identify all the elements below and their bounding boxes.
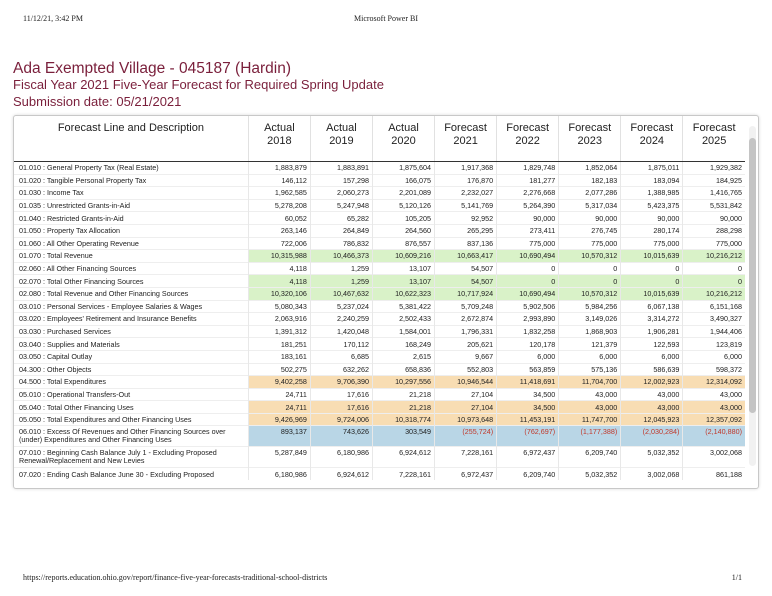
value-cell: 3,002,068 xyxy=(683,447,745,468)
vertical-scrollbar[interactable] xyxy=(749,126,756,466)
row-label: 04.500 : Total Expenditures xyxy=(14,376,248,389)
value-cell: 280,174 xyxy=(621,224,683,237)
value-cell: 632,262 xyxy=(310,363,372,376)
value-cell: 3,149,026 xyxy=(559,313,621,326)
value-cell: 2,502,433 xyxy=(372,313,434,326)
table-row xyxy=(14,338,745,351)
value-cell: 1,929,382 xyxy=(683,162,745,175)
value-cell: 10,015,639 xyxy=(621,250,683,263)
value-cell: 1,868,903 xyxy=(559,325,621,338)
row-label: 07.020 : Ending Cash Balance June 30 - Excluding Proposed xyxy=(14,468,248,480)
column-header[interactable]: Forecast 2021 xyxy=(435,116,497,162)
value-cell: 5,984,256 xyxy=(559,300,621,313)
value-cell: (2,140,880) xyxy=(683,426,745,447)
value-cell: 90,000 xyxy=(497,212,559,225)
value-cell: 1,584,001 xyxy=(372,325,434,338)
value-cell: (255,724) xyxy=(435,426,497,447)
table-row xyxy=(14,447,745,468)
value-cell: 10,216,212 xyxy=(683,287,745,300)
value-cell: 121,379 xyxy=(559,338,621,351)
value-cell: 10,315,988 xyxy=(248,250,310,263)
value-cell: 10,318,774 xyxy=(372,413,434,426)
value-cell: 575,136 xyxy=(559,363,621,376)
value-cell: 10,717,924 xyxy=(435,287,497,300)
value-cell: 6,000 xyxy=(621,350,683,363)
value-cell: 17,616 xyxy=(310,388,372,401)
value-cell: 6,972,437 xyxy=(435,468,497,480)
value-cell: 0 xyxy=(683,275,745,288)
value-cell: 6,000 xyxy=(683,350,745,363)
value-cell: 120,178 xyxy=(497,338,559,351)
value-cell: 775,000 xyxy=(497,237,559,250)
value-cell: 0 xyxy=(683,262,745,275)
value-cell: 10,297,556 xyxy=(372,376,434,389)
value-cell: 1,875,011 xyxy=(621,162,683,175)
value-cell: 1,962,585 xyxy=(248,187,310,200)
value-cell: 2,077,286 xyxy=(559,187,621,200)
row-label: 01.060 : All Other Operating Revenue xyxy=(14,237,248,250)
value-cell: 10,570,312 xyxy=(559,250,621,263)
value-cell: 123,819 xyxy=(683,338,745,351)
column-header[interactable]: Actual 2020 xyxy=(372,116,434,162)
table-row xyxy=(14,300,745,313)
value-cell: 502,275 xyxy=(248,363,310,376)
value-cell: 598,372 xyxy=(683,363,745,376)
value-cell: 34,500 xyxy=(497,388,559,401)
value-cell: 786,832 xyxy=(310,237,372,250)
value-cell: 12,002,923 xyxy=(621,376,683,389)
value-cell: 5,032,352 xyxy=(559,468,621,480)
value-cell: 5,381,422 xyxy=(372,300,434,313)
value-cell: 92,952 xyxy=(435,212,497,225)
table-row xyxy=(14,250,745,263)
value-cell: 10,946,544 xyxy=(435,376,497,389)
value-cell: 9,706,390 xyxy=(310,376,372,389)
row-label: 03.010 : Personal Services - Employee Salaries & Wages xyxy=(14,300,248,313)
forecast-table xyxy=(14,116,745,480)
value-cell: 1,416,765 xyxy=(683,187,745,200)
page-url[interactable]: https://reports.education.ohio.gov/report/finance-five-year-forecasts-traditional-school-districts xyxy=(23,573,328,582)
value-cell: 1,906,281 xyxy=(621,325,683,338)
row-label: 01.050 : Property Tax Allocation xyxy=(14,224,248,237)
row-label: 02.060 : All Other Financing Sources xyxy=(14,262,248,275)
value-cell: 183,094 xyxy=(621,174,683,187)
value-cell: 1,832,258 xyxy=(497,325,559,338)
value-cell: 7,228,161 xyxy=(372,468,434,480)
value-cell: 1,852,064 xyxy=(559,162,621,175)
app-title: Microsoft Power BI xyxy=(354,14,418,23)
value-cell: (762,697) xyxy=(497,426,559,447)
value-cell: 24,711 xyxy=(248,401,310,414)
table-row xyxy=(14,426,745,447)
value-cell: 157,298 xyxy=(310,174,372,187)
value-cell: 5,264,390 xyxy=(497,199,559,212)
column-header-description[interactable]: Forecast Line and Description xyxy=(14,116,248,162)
value-cell: 122,593 xyxy=(621,338,683,351)
value-cell: 43,000 xyxy=(621,388,683,401)
value-cell: 170,112 xyxy=(310,338,372,351)
value-cell: 1,259 xyxy=(310,275,372,288)
value-cell: 264,849 xyxy=(310,224,372,237)
value-cell: 2,276,668 xyxy=(497,187,559,200)
value-cell: 9,402,258 xyxy=(248,376,310,389)
column-header[interactable]: Forecast 2025 xyxy=(683,116,745,162)
value-cell: 1,829,748 xyxy=(497,162,559,175)
value-cell: 2,615 xyxy=(372,350,434,363)
value-cell: 1,917,368 xyxy=(435,162,497,175)
value-cell: 658,836 xyxy=(372,363,434,376)
value-cell: 775,000 xyxy=(621,237,683,250)
report-subtitle: Fiscal Year 2021 Five-Year Forecast for Required Spring Update xyxy=(13,77,384,92)
value-cell: 5,141,769 xyxy=(435,199,497,212)
value-cell: 10,467,632 xyxy=(310,287,372,300)
table-row xyxy=(14,224,745,237)
value-cell: 11,453,191 xyxy=(497,413,559,426)
value-cell: 181,277 xyxy=(497,174,559,187)
value-cell: 10,622,323 xyxy=(372,287,434,300)
table-row xyxy=(14,262,745,275)
value-cell: 0 xyxy=(621,275,683,288)
value-cell: 10,015,639 xyxy=(621,287,683,300)
value-cell: 264,560 xyxy=(372,224,434,237)
value-cell: 1,388,985 xyxy=(621,187,683,200)
value-cell: 586,639 xyxy=(621,363,683,376)
value-cell: 17,616 xyxy=(310,401,372,414)
table-row xyxy=(14,468,745,480)
value-cell: 6,209,740 xyxy=(559,447,621,468)
table-row xyxy=(14,287,745,300)
value-cell: 0 xyxy=(559,275,621,288)
value-cell: 3,002,068 xyxy=(621,468,683,480)
value-cell: 181,251 xyxy=(248,338,310,351)
value-cell: 6,067,138 xyxy=(621,300,683,313)
value-cell: 861,188 xyxy=(683,468,745,480)
value-cell: 1,391,312 xyxy=(248,325,310,338)
value-cell: 168,249 xyxy=(372,338,434,351)
value-cell: 6,000 xyxy=(559,350,621,363)
report-title: Ada Exempted Village - 045187 (Hardin) xyxy=(13,60,292,77)
submission-date: Submission date: 05/21/2021 xyxy=(13,94,182,109)
value-cell: 2,672,874 xyxy=(435,313,497,326)
value-cell: 876,557 xyxy=(372,237,434,250)
table-row xyxy=(14,325,745,338)
row-label: 01.070 : Total Revenue xyxy=(14,250,248,263)
scrollbar-thumb[interactable] xyxy=(749,138,756,413)
value-cell: 10,320,106 xyxy=(248,287,310,300)
value-cell: 5,531,842 xyxy=(683,199,745,212)
row-label: 06.010 : Excess Of Revenues and Other Financing Sources over (under) Expenditures and Other Financing Uses xyxy=(14,426,248,447)
table-row xyxy=(14,350,745,363)
value-cell: 13,107 xyxy=(372,275,434,288)
value-cell: 11,747,700 xyxy=(559,413,621,426)
row-label: 05.010 : Operational Transfers-Out xyxy=(14,388,248,401)
value-cell: 6,972,437 xyxy=(497,447,559,468)
table-body xyxy=(14,162,745,481)
value-cell: 743,626 xyxy=(310,426,372,447)
value-cell: 9,724,006 xyxy=(310,413,372,426)
value-cell: 2,993,890 xyxy=(497,313,559,326)
page-number: 1/1 xyxy=(731,573,742,582)
value-cell: 176,870 xyxy=(435,174,497,187)
value-cell: 1,259 xyxy=(310,262,372,275)
row-label: 01.020 : Tangible Personal Property Tax xyxy=(14,174,248,187)
row-label: 05.040 : Total Other Financing Uses xyxy=(14,401,248,414)
value-cell: 21,218 xyxy=(372,388,434,401)
value-cell: 0 xyxy=(497,275,559,288)
value-cell: 5,237,024 xyxy=(310,300,372,313)
value-cell: 43,000 xyxy=(559,388,621,401)
value-cell: 0 xyxy=(559,262,621,275)
value-cell: 10,570,312 xyxy=(559,287,621,300)
value-cell: 10,216,212 xyxy=(683,250,745,263)
row-label: 04.300 : Other Objects xyxy=(14,363,248,376)
value-cell: 6,924,612 xyxy=(310,468,372,480)
value-cell: 1,420,048 xyxy=(310,325,372,338)
value-cell: 2,240,259 xyxy=(310,313,372,326)
value-cell: 4,118 xyxy=(248,275,310,288)
value-cell: 10,663,417 xyxy=(435,250,497,263)
value-cell: 2,232,027 xyxy=(435,187,497,200)
value-cell: 146,112 xyxy=(248,174,310,187)
value-cell: 5,247,948 xyxy=(310,199,372,212)
value-cell: 34,500 xyxy=(497,401,559,414)
table-row xyxy=(14,413,745,426)
value-cell: 6,685 xyxy=(310,350,372,363)
value-cell: 0 xyxy=(497,262,559,275)
value-cell: 837,136 xyxy=(435,237,497,250)
value-cell: 893,137 xyxy=(248,426,310,447)
value-cell: 205,621 xyxy=(435,338,497,351)
value-cell: 5,287,849 xyxy=(248,447,310,468)
value-cell: 1,883,879 xyxy=(248,162,310,175)
value-cell: 3,490,327 xyxy=(683,313,745,326)
value-cell: 1,796,331 xyxy=(435,325,497,338)
row-label: 07.010 : Beginning Cash Balance July 1 - Excluding Proposed Renewal/Replacement and New Levies xyxy=(14,447,248,468)
value-cell: 2,060,273 xyxy=(310,187,372,200)
print-header xyxy=(0,14,772,26)
value-cell: 54,507 xyxy=(435,262,497,275)
value-cell: 5,317,034 xyxy=(559,199,621,212)
value-cell: 184,925 xyxy=(683,174,745,187)
value-cell: 6,000 xyxy=(497,350,559,363)
value-cell: 24,711 xyxy=(248,388,310,401)
value-cell: 43,000 xyxy=(559,401,621,414)
value-cell: 90,000 xyxy=(683,212,745,225)
column-header[interactable]: Forecast 2024 xyxy=(621,116,683,162)
value-cell: 7,228,161 xyxy=(435,447,497,468)
print-footer xyxy=(0,573,772,585)
print-datetime: 11/12/21, 3:42 PM xyxy=(23,14,83,23)
row-label: 01.030 : Income Tax xyxy=(14,187,248,200)
value-cell: 105,205 xyxy=(372,212,434,225)
table-row xyxy=(14,237,745,250)
value-cell: 43,000 xyxy=(621,401,683,414)
value-cell: 722,006 xyxy=(248,237,310,250)
value-cell: 65,282 xyxy=(310,212,372,225)
value-cell: 10,973,648 xyxy=(435,413,497,426)
value-cell: 11,704,700 xyxy=(559,376,621,389)
value-cell: (2,030,284) xyxy=(621,426,683,447)
row-label: 01.040 : Restricted Grants-in-Aid xyxy=(14,212,248,225)
value-cell: 5,080,343 xyxy=(248,300,310,313)
value-cell: 552,803 xyxy=(435,363,497,376)
table-row xyxy=(14,199,745,212)
value-cell: 12,357,092 xyxy=(683,413,745,426)
value-cell: 6,209,740 xyxy=(497,468,559,480)
value-cell: 1,944,406 xyxy=(683,325,745,338)
value-cell: (1,177,388) xyxy=(559,426,621,447)
table-row xyxy=(14,275,745,288)
value-cell: 43,000 xyxy=(683,388,745,401)
table-row xyxy=(14,174,745,187)
value-cell: 6,180,986 xyxy=(248,468,310,480)
value-cell: 263,146 xyxy=(248,224,310,237)
table-header-row xyxy=(14,116,745,162)
value-cell: 90,000 xyxy=(621,212,683,225)
row-label: 03.020 : Employees' Retirement and Insurance Benefits xyxy=(14,313,248,326)
value-cell: 4,118 xyxy=(248,262,310,275)
forecast-table-visual[interactable] xyxy=(13,115,759,489)
table-row xyxy=(14,162,745,175)
value-cell: 21,218 xyxy=(372,401,434,414)
value-cell: 5,120,126 xyxy=(372,199,434,212)
value-cell: 12,045,923 xyxy=(621,413,683,426)
table-row xyxy=(14,388,745,401)
value-cell: 775,000 xyxy=(683,237,745,250)
value-cell: 183,161 xyxy=(248,350,310,363)
column-header[interactable]: Forecast 2023 xyxy=(559,116,621,162)
value-cell: 9,667 xyxy=(435,350,497,363)
row-label: 02.070 : Total Other Financing Sources xyxy=(14,275,248,288)
row-label: 01.010 : General Property Tax (Real Estate) xyxy=(14,162,248,175)
value-cell: 1,883,891 xyxy=(310,162,372,175)
value-cell: 11,418,691 xyxy=(497,376,559,389)
value-cell: 5,423,375 xyxy=(621,199,683,212)
value-cell: 276,745 xyxy=(559,224,621,237)
table-row xyxy=(14,376,745,389)
row-label: 03.030 : Purchased Services xyxy=(14,325,248,338)
table-row xyxy=(14,363,745,376)
value-cell: 5,902,506 xyxy=(497,300,559,313)
value-cell: 166,075 xyxy=(372,174,434,187)
column-header[interactable]: Actual 2019 xyxy=(310,116,372,162)
value-cell: 27,104 xyxy=(435,388,497,401)
value-cell: 10,690,494 xyxy=(497,250,559,263)
row-label: 01.035 : Unrestricted Grants-in-Aid xyxy=(14,199,248,212)
row-label: 02.080 : Total Revenue and Other Financing Sources xyxy=(14,287,248,300)
value-cell: 6,180,986 xyxy=(310,447,372,468)
value-cell: 54,507 xyxy=(435,275,497,288)
report-titles xyxy=(13,60,384,110)
value-cell: 12,314,092 xyxy=(683,376,745,389)
table-row xyxy=(14,212,745,225)
table-row xyxy=(14,187,745,200)
row-label: 03.040 : Supplies and Materials xyxy=(14,338,248,351)
column-header[interactable]: Forecast 2022 xyxy=(497,116,559,162)
table-row xyxy=(14,313,745,326)
value-cell: 5,278,208 xyxy=(248,199,310,212)
row-label: 03.050 : Capital Outlay xyxy=(14,350,248,363)
value-cell: 1,875,604 xyxy=(372,162,434,175)
value-cell: 288,298 xyxy=(683,224,745,237)
value-cell: 273,411 xyxy=(497,224,559,237)
value-cell: 3,314,272 xyxy=(621,313,683,326)
value-cell: 303,549 xyxy=(372,426,434,447)
value-cell: 2,063,916 xyxy=(248,313,310,326)
value-cell: 563,859 xyxy=(497,363,559,376)
value-cell: 5,709,248 xyxy=(435,300,497,313)
value-cell: 43,000 xyxy=(683,401,745,414)
value-cell: 13,107 xyxy=(372,262,434,275)
value-cell: 10,690,494 xyxy=(497,287,559,300)
table-row xyxy=(14,401,745,414)
value-cell: 6,151,168 xyxy=(683,300,745,313)
value-cell: 90,000 xyxy=(559,212,621,225)
value-cell: 10,609,216 xyxy=(372,250,434,263)
value-cell: 9,426,969 xyxy=(248,413,310,426)
value-cell: 182,183 xyxy=(559,174,621,187)
value-cell: 5,032,352 xyxy=(621,447,683,468)
column-header[interactable]: Actual 2018 xyxy=(248,116,310,162)
value-cell: 775,000 xyxy=(559,237,621,250)
row-label: 05.050 : Total Expenditures and Other Financing Uses xyxy=(14,413,248,426)
value-cell: 60,052 xyxy=(248,212,310,225)
value-cell: 27,104 xyxy=(435,401,497,414)
value-cell: 6,924,612 xyxy=(372,447,434,468)
value-cell: 2,201,089 xyxy=(372,187,434,200)
value-cell: 0 xyxy=(621,262,683,275)
value-cell: 265,295 xyxy=(435,224,497,237)
value-cell: 10,466,373 xyxy=(310,250,372,263)
